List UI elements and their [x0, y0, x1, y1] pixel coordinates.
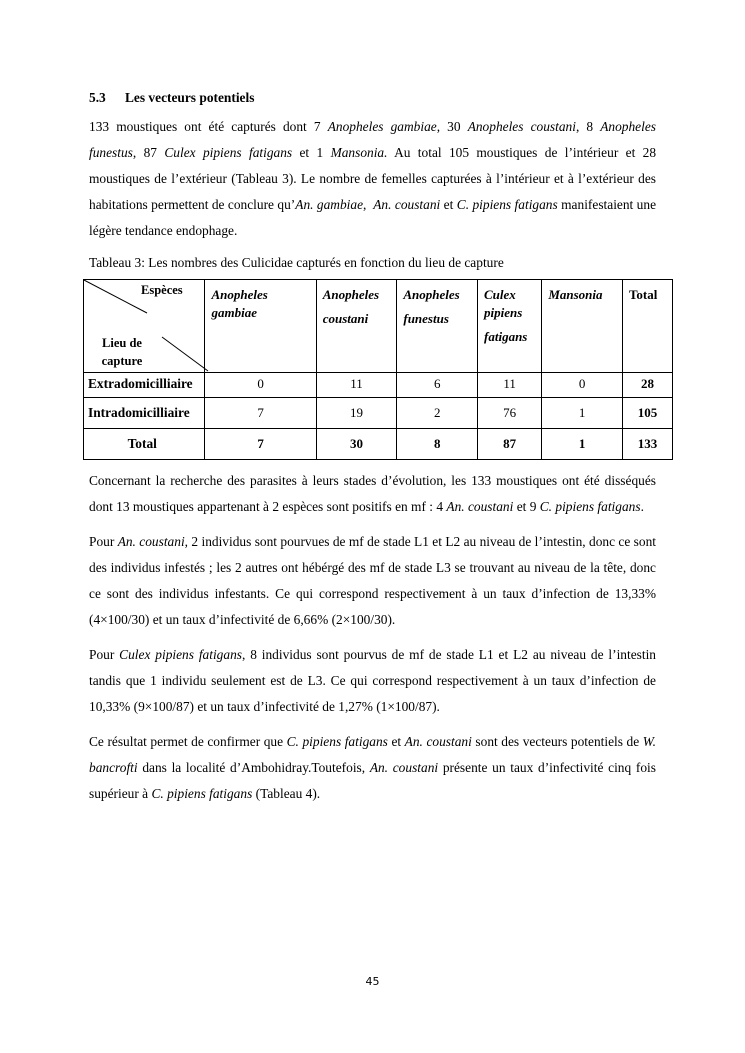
table-cell: 7: [205, 429, 316, 460]
table-cell-total: 105: [622, 398, 672, 429]
paragraph-conclusion: Ce résultat permet de confirmer que C. pipiens fatigans et An. coustani sont des vecteurs potentiels de W. bancrofti dans la localité d’Ambohidray.Toutefois, An. coustani présente un taux d’infectivité cinq fois supérieur à C. pipiens fatigans (Tableau 4).: [89, 734, 656, 801]
table-corner-cell: [84, 280, 205, 373]
table-cell: 11: [478, 373, 542, 398]
table-cell: 87: [478, 429, 542, 460]
table-cell: 0: [542, 373, 623, 398]
table-cell: 1: [542, 429, 623, 460]
col-header-anopheles-funestus: Anopheles funestus: [397, 280, 478, 373]
col-header-anopheles-gambiae: Anopheles gambiae: [205, 280, 316, 373]
corner-species-label: Espèces: [141, 283, 183, 297]
table-row-extradomicilliaire: [84, 373, 673, 398]
row-label: Extradomicilliaire: [84, 373, 205, 398]
col-header-total: Total: [622, 280, 672, 373]
table-cell: 7: [205, 398, 316, 429]
page-number: 45: [365, 975, 380, 988]
table-cell: 76: [478, 398, 542, 429]
section-number: 5.3: [89, 90, 106, 105]
table-row-total: [84, 429, 673, 460]
table-caption: Tableau 3: Les nombres des Culicidae capturés en fonction du lieu de capture: [89, 255, 504, 270]
row-label: Intradomicilliaire: [84, 398, 205, 429]
table-cell: 30: [316, 429, 397, 460]
page-body: [89, 88, 656, 816]
table-cell-total: 133: [622, 429, 672, 460]
row-label: Total: [84, 429, 205, 460]
paragraph-capture-summary: 133 moustiques ont été capturés dont 7 Anopheles gambiae, 30 Anopheles coustani, 8 Anopheles funestus, 87 Culex pipiens fatigans et 1 Mansonia. Au total 105 moustiques de l’intérieur et 28 moustiques de l’extérieur (Tableau 3). Le nombre de femelles capturées à l’intérieur et à l’extérieur des habitations permettent de conclure qu’An. gambiae, An. coustani et C. pipiens fatigans manifestaient une légère tendance endophage.: [89, 119, 657, 238]
col-header-anopheles-coustani: Anopheles coustani: [316, 280, 397, 373]
corner-place-label: Lieu de capture: [101, 336, 143, 368]
table-cell: 8: [397, 429, 478, 460]
paragraph-culex: Pour Culex pipiens fatigans, 8 individus sont pourvus de mf de stade L1 et L2 au niveau de l’intestin tandis que 1 individu seulement est de L3. Ce qui correspond respectivement à un taux d’infection de 10,33% (9×100/87) et un taux d’infectivité de 1,27% (1×100/87).: [89, 647, 657, 714]
table-cell-total: 28: [622, 373, 672, 398]
paragraph-parasite-search: Concernant la recherche des parasites à leurs stades d’évolution, les 133 moustiques ont été disséqués dont 13 moustiques appartenant à 2 espèces sont positifs en mf : 4 An. coustani et 9 C. pipiens fatigans.: [89, 473, 656, 514]
table-cell: 11: [316, 373, 397, 398]
col-header-culex-pipiens-fatigans: Culex pipiens fatigans: [478, 280, 542, 373]
section-title: Les vecteurs potentiels: [125, 90, 255, 105]
table-header-row: [84, 280, 673, 373]
table-cell: 0: [205, 373, 316, 398]
col-header-mansonia: Mansonia: [542, 280, 623, 373]
culicidae-table: [83, 279, 673, 460]
section-heading: [89, 88, 656, 108]
table-cell: 6: [397, 373, 478, 398]
paragraph-an-coustani: Pour An. coustani, 2 individus sont pourvues de mf de stade L1 et L2 au niveau de l’intestin, donc ce sont des individus infestés ; les 2 autres ont hébérgé des mf de stade L3 se trouvant au niveau de la tête, donc ce sont des individus infestants. Ce qui correspond respectivement à un taux d’infection de 13,33% (4×100/30) et un taux d’infectivité de 6,66% (2×100/30).: [89, 534, 656, 627]
table-cell: 1: [542, 398, 623, 429]
table-cell: 19: [316, 398, 397, 429]
table-row-intradomicilliaire: [84, 398, 673, 429]
table-cell: 2: [397, 398, 478, 429]
